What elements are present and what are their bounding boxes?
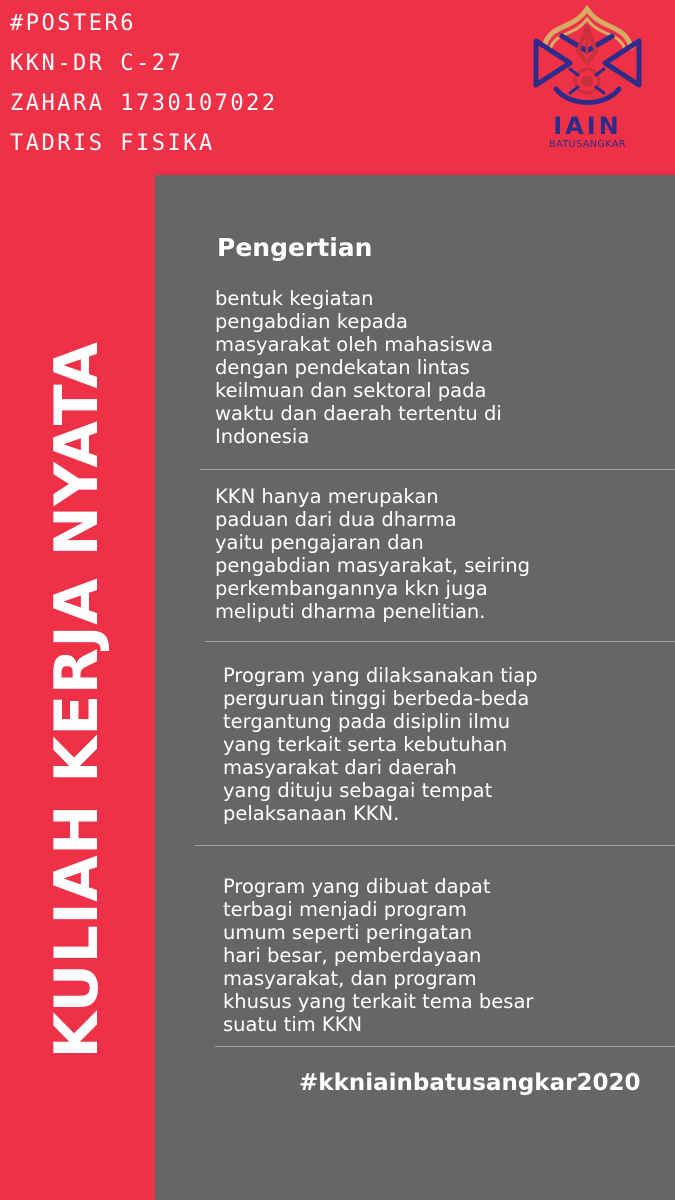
divider [195, 845, 675, 846]
paragraph-program-variation: Program yang dilaksanakan tiap perguruan tinggi berbeda-beda tergantung pada disiplin ilmu yang terkait serta kebutuhan masyarakat dari daerah yang dituju sebagai tempat pelaksanaan KKN. [223, 664, 538, 825]
study-program: TADRIS FISIKA [10, 131, 215, 156]
side-title-area [0, 175, 155, 1200]
iain-batusangkar-emblem-icon [530, 5, 645, 120]
content-panel [155, 175, 675, 1200]
divider [215, 1046, 675, 1047]
poster-number: #POSTER6 [10, 11, 136, 36]
author-name-id: ZAHARA 1730107022 [10, 91, 278, 116]
logo-subtitle: BATUSANGKAR [549, 139, 626, 150]
paragraph-definition: bentuk kegiatan pengabdian kepada masyarakat oleh mahasiswa dengan pendekatan lintas keilmuan dan sektoral pada waktu dan daerah tertentu di Indonesia [215, 287, 502, 448]
paragraph-dharma: KKN hanya merupakan paduan dari dua dharma yaitu pengajaran dan pengabdian masyarakat, seiring perkembangannya kkn juga meliputi dharma penelitian. [215, 485, 530, 623]
divider [200, 469, 675, 470]
poster-header [10, 10, 278, 170]
hashtag: #kkniainbatusangkar2020 [299, 1070, 641, 1096]
institution-logo [530, 5, 645, 155]
section-heading: Pengertian [217, 233, 373, 262]
divider [205, 641, 675, 642]
logo-wordmark: IAIN [553, 112, 622, 140]
side-title: KULIAH KERJA NYATA [42, 341, 112, 1059]
paragraph-program-types: Program yang dibuat dapat terbagi menjadi program umum seperti peringatan hari besar, pemberdayaan masyarakat, dan program khusus yang terkait tema besar suatu tim KKN [223, 875, 534, 1036]
group-code: KKN-DR C-27 [10, 51, 184, 76]
